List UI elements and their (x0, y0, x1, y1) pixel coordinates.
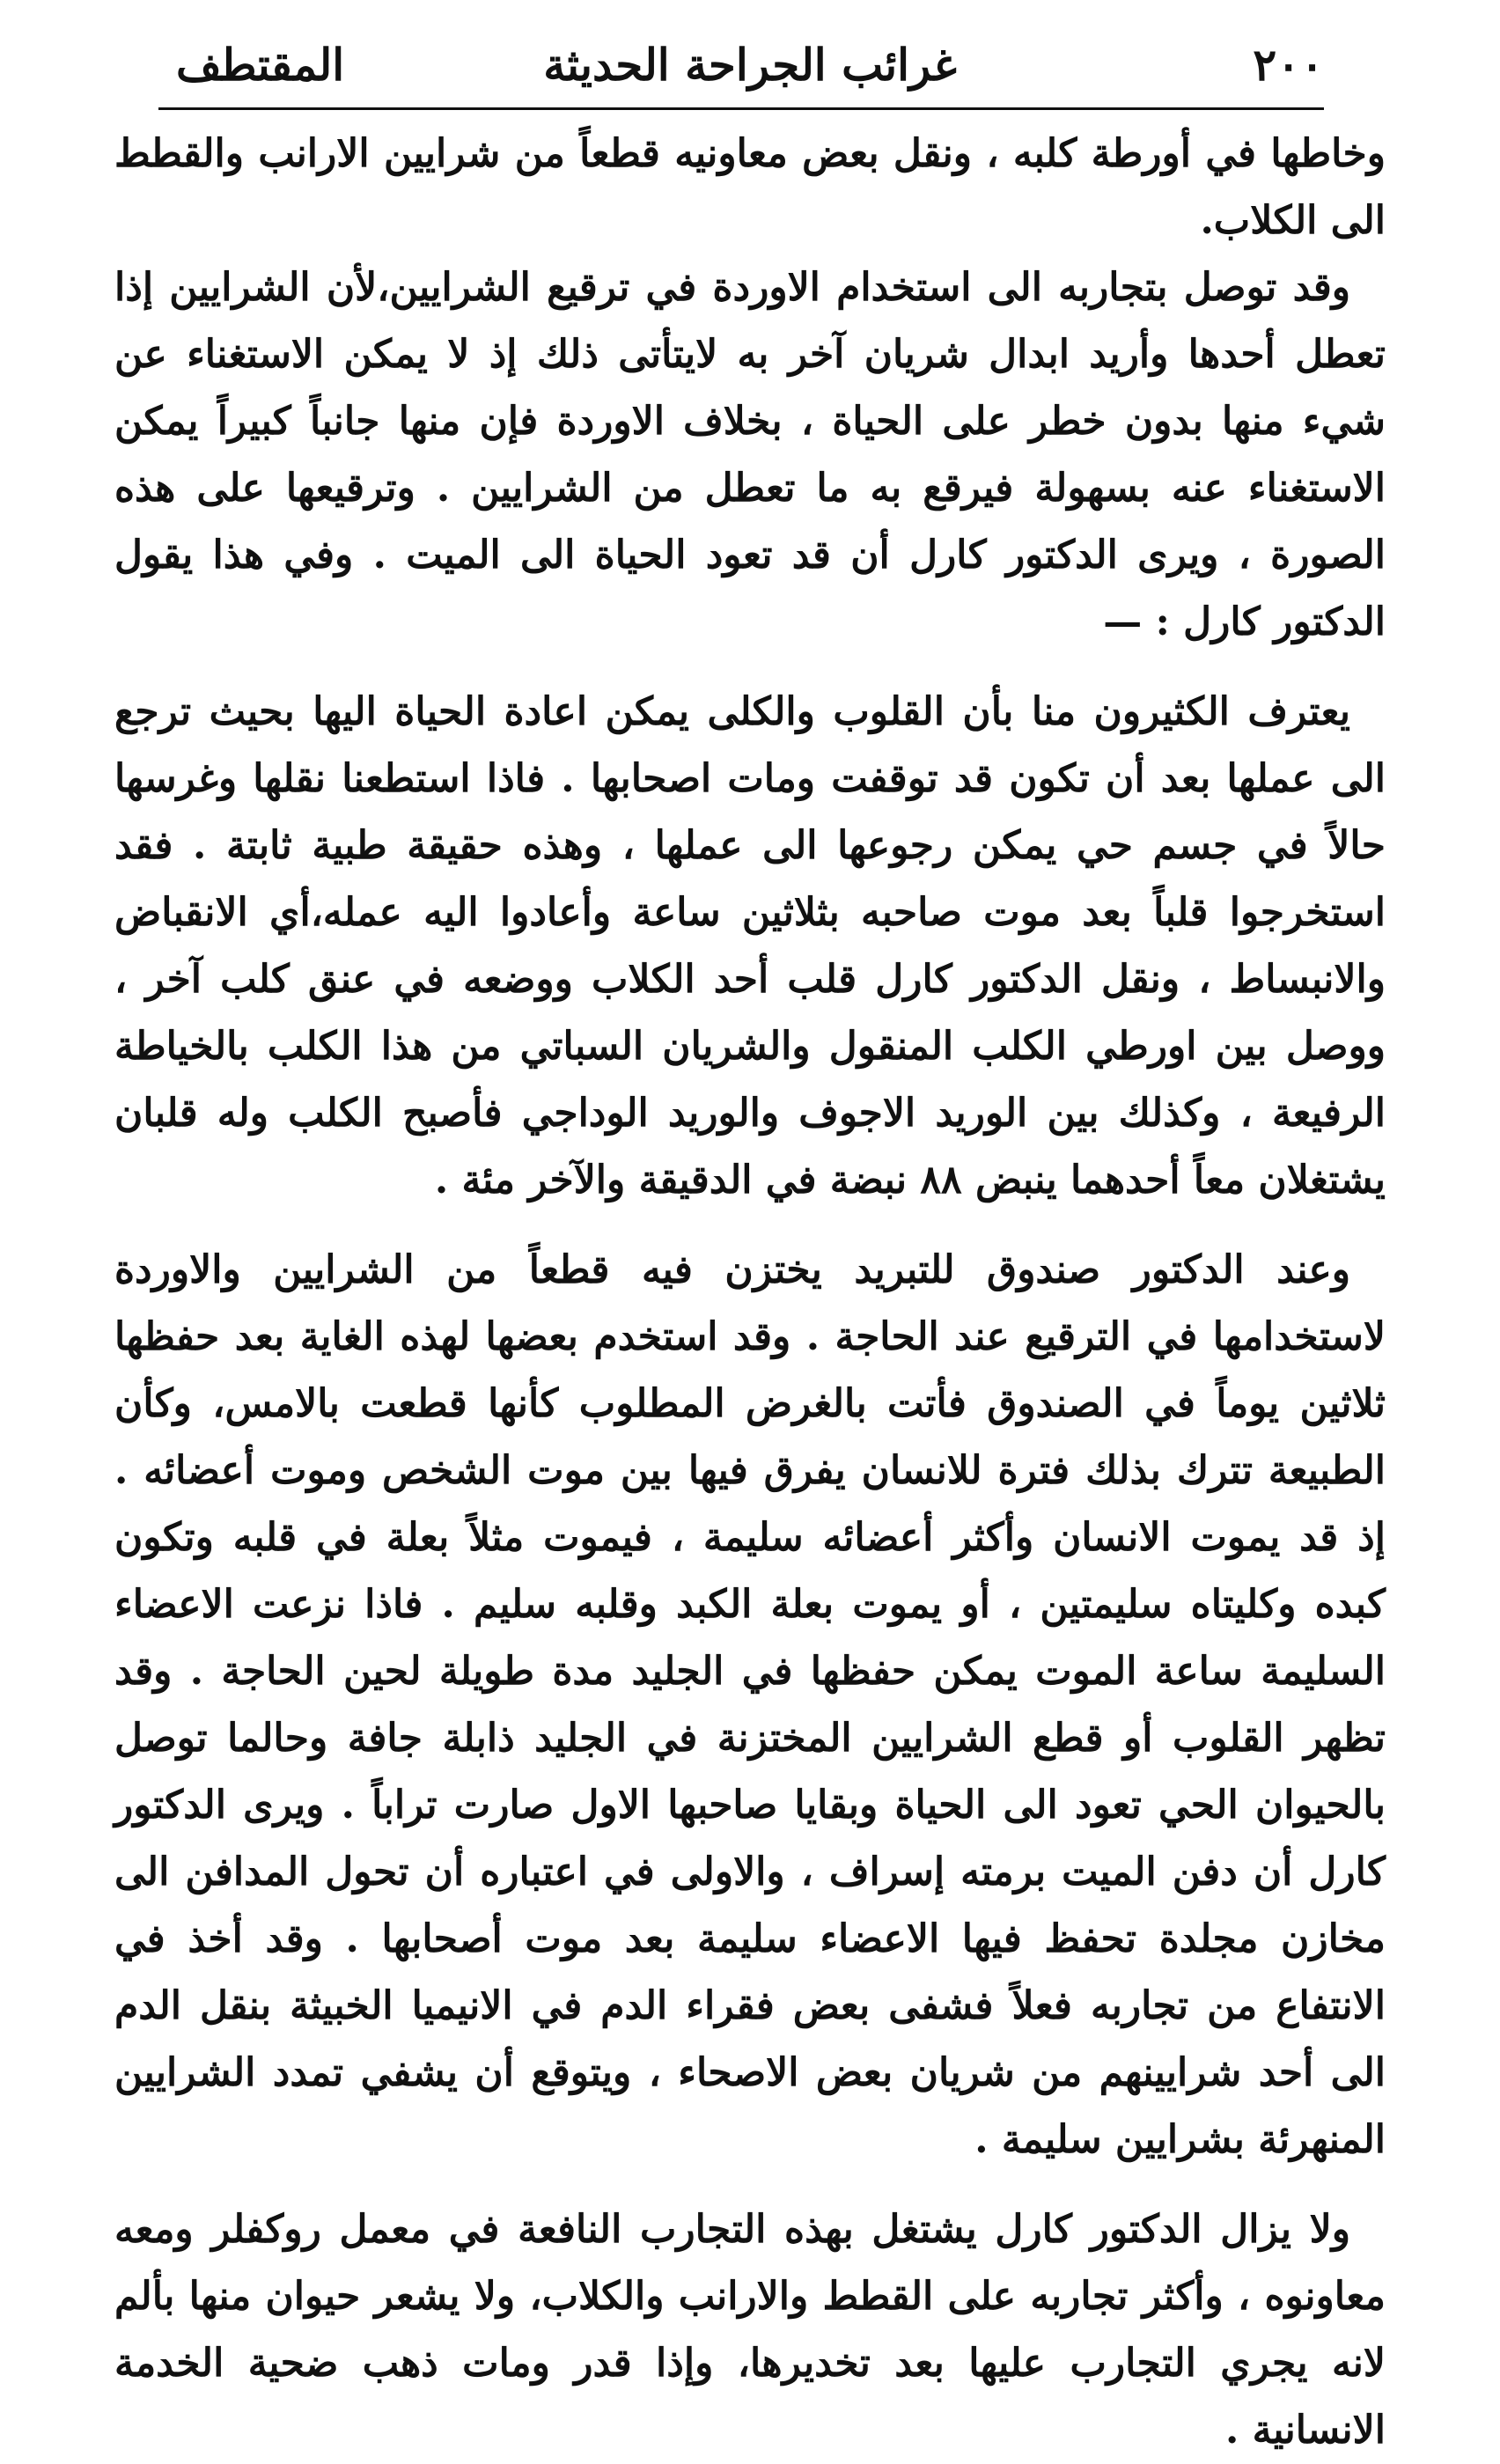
running-title: غرائب الجراحة الحديثة (543, 39, 957, 91)
paragraph-5: ولا يزال الدكتور كارل يشتغل بهذه التجارب النافعة في معمل روكفلر ومعه معاونوه ، وأكثر تجاربه على القطط والارانب والكلاب، ولا يشعر حيوان منها بألم لانه يجري التجارب عليها بعد تخديرها، وإذا قدر ومات ذهب ضحية الخدمة الانسانية . (114, 2207, 1386, 2453)
paragraph-4: وعند الدكتور صندوق للتبريد يختزن فيه قطعاً من الشرايين والاوردة لاستخدامها في الترقيع عند الحاجة . وقد استخدم بعضها لهذه الغاية بعد حفظها ثلاثين يوماً في الصندوق فأتت بالغرض المطلوب كأنها قطعت بالامس، وكأن الطبيعة تترك بذلك فترة للانسان يفرق فيها بين موت الشخص وموت أعضائه . إذ قد يموت الانسان وأكثر أعضائه سليمة ، فيموت مثلاً بعلة في قلبه وتكون كبده وكليتاه سليمتين ، أو يموت بعلة الكبد وقلبه سليم . فاذا نزعت الاعضاء السليمة ساعة الموت يمكن حفظها في الجليد مدة طويلة لحين الحاجة . وقد تظهر القلوب أو قطع الشرايين المختزنة في الجليد ذابلة جافة وحالما توصل بالحيوان الحي تعود الى الحياة وبقايا صاحبها الاول صارت تراباً . ويرى الدكتور كارل أن دفن الميت برمته إسراف ، والاولى في اعتباره أن تحول المدافن الى مخازن مجلدة تحفظ فيها الاعضاء سليمة بعد موت أصحابها . وقد أخذ في الانتفاع من تجاربه فعلاً فشفى بعض فقراء الدم في الانيميا الخبيثة بنقل الدم الى أحد شرايينهم من شريان بعض الاصحاء ، ويتوقع أن يشفي تمدد الشرايين المنهرئة بشرايين سليمة . (114, 1247, 1386, 2162)
page-header (114, 35, 1386, 107)
journal-name: المقتطف (176, 39, 345, 91)
paragraph-3: يعترف الكثيرون منا بأن القلوب والكلى يمكن اعادة الحياة اليها بحيث ترجع الى عملها بعد أن تكون قد توقفت ومات اصحابها . فاذا استطعنا نقلها وغرسها حالاً في جسم حي يمكن رجوعها الى عملها ، وهذه حقيقة طبية ثابتة . فقد استخرجوا قلباً بعد موت صاحبه بثلاثين ساعة وأعادوا اليه عمله،أي الانقباض والانبساط ، ونقل الدكتور كارل قلب أحد الكلاب ووضعه في عنق كلب آخر ، ووصل بين اورطي الكلب المنقول والشريان السباتي من هذا الكلب بالخياطة الرفيعة ، وكذلك بين الوريد الاجوف والوريد الوداجي فأصبح الكلب وله قلبان يشتغلان معاً أحدهما ينبض ٨٨ نبضة في الدقيقة والآخر مئة . (114, 689, 1386, 1203)
article-body (114, 121, 1386, 2464)
header-rule (158, 107, 1324, 110)
paragraph-2: وقد توصل بتجاربه الى استخدام الاوردة في ترقيع الشرايين،لأن الشرايين إذا تعطل أحدها وأريد ابدال شريان آخر به لايتأتى ذلك إذ لا يمكن الاستغناء عن شيء منها بدون خطر على الحياة ، بخلاف الاوردة فإن منها جانباً كبيراً يمكن الاستغناء عنه بسهولة فيرقع به ما تعطل من الشرايين . وترقيعها على هذه الصورة ، ويرى الدكتور كارل أن قد تعود الحياة الى الميت . وفي هذا يقول الدكتور كارل : — (114, 265, 1386, 644)
page-number: ٢٠٠ (1253, 39, 1324, 91)
paragraph-1: وخاطها في أورطة كلبه ، ونقل بعض معاونيه قطعاً من شرايين الارانب والقطط الى الكلاب. (114, 131, 1386, 243)
